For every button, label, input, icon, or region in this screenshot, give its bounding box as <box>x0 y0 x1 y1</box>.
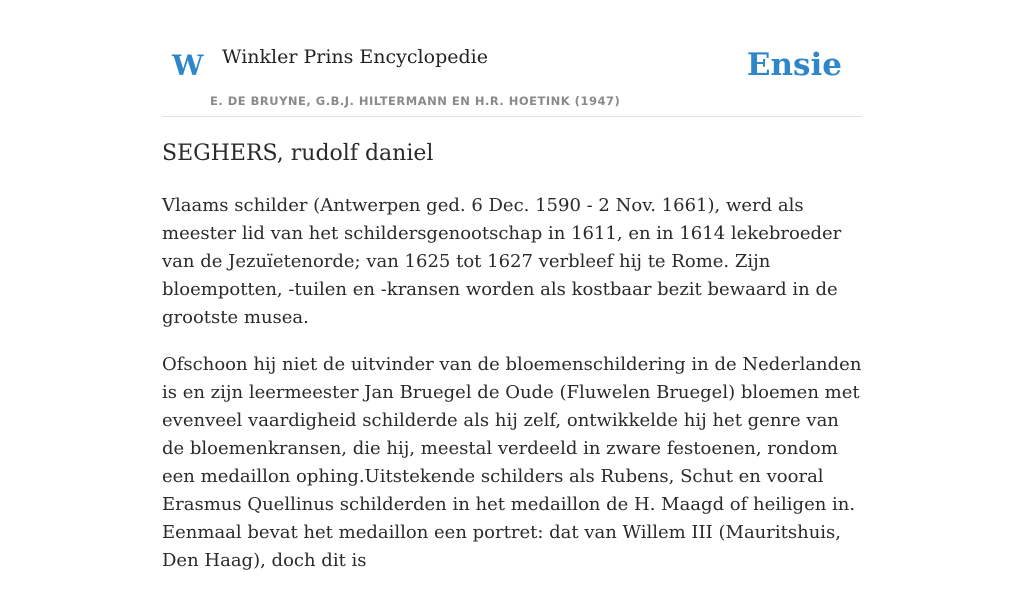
article-paragraph: Vlaams schilder (Antwerpen ged. 6 Dec. 1590 - 2 Nov. 1661), werd als meester lid van het schildersgenootschap in 1611, en in 1614 lekebroeder van de Jezuïetenorde; van 1625 tot 1627 verbleef hij te Rome. Zijn bloempotten, -tuilen en -kransen worden als kostbaar bezit bewaard in de grootste musea. <box>162 195 842 328</box>
authors-line: E. DE BRUYNE, G.B.J. HILTERMANN EN H.R. HOETINK (1947) <box>210 94 621 108</box>
article-paragraph: Ofschoon hij niet de uitvinder van de bloemenschildering in de Nederlanden is en zijn leermeester Jan Bruegel de Oude (Fluwelen Bruegel) bloemen met evenveel vaardigheid schilderde als hij zelf, ontwikkelde hij het genre van de bloemenkransen, die hij, meestal verdeeld in zware festoenen, rondom een medaillon ophing.Uitstekende schilders als Rubens, Schut en vooral Erasmus Quellinus schilderden in het medaillon de H. Maagd of heiligen in. Eenmaal bevat het medaillon een portret: dat van Willem III (Mauritshuis, Den Haag), doch dit is <box>162 354 862 571</box>
article-page <box>162 0 862 571</box>
article-body <box>162 192 862 594</box>
publication-title[interactable]: Winkler Prins Encyclopedie <box>222 46 488 68</box>
header <box>162 0 862 117</box>
article-title: SEGHERS, rudolf daniel <box>162 141 434 166</box>
ensie-logo[interactable]: Ensie <box>746 47 842 83</box>
winkler-prins-logo[interactable]: W <box>172 49 204 82</box>
